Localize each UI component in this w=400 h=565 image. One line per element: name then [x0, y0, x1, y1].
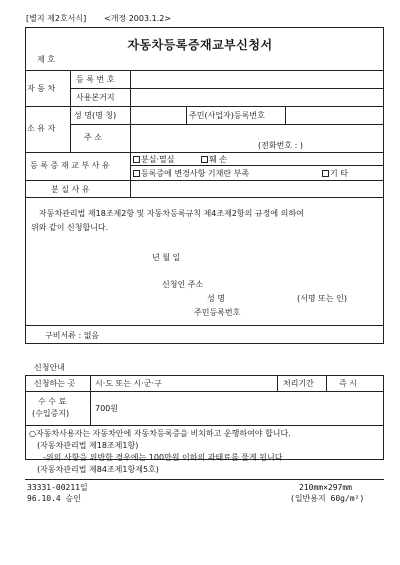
signature-note: (서명 또는 인) [297, 294, 347, 303]
checkbox-icon [133, 170, 140, 177]
checkbox-icon [322, 170, 329, 177]
fee-label-sub: (수입증지) [32, 409, 70, 418]
checkbox-icon [201, 156, 208, 163]
reissue-reason-label: 등 록 증 재 교 부 사 유 [30, 161, 110, 170]
registration-number-field[interactable] [134, 73, 380, 86]
guide-note-4: (자동차관리법 제84조제1항제5호) [37, 465, 159, 474]
statement-line-1: 자동차관리법 제18조제2항 및 자동차등록규칙 제4조제2항의 규정에 의하여 [39, 209, 304, 218]
guide-note-1: ○자동차사용자는 자동차안에 자동차등록증을 비치하고 운행하여야 합니다. [29, 429, 291, 438]
car-group-label: 자 동 차 [27, 84, 56, 93]
processing-period-value: 즉 시 [339, 379, 357, 388]
application-date: 년 월 일 [152, 253, 181, 262]
statement-line-2: 위와 같이 신청합니다. [31, 223, 109, 232]
paper-size: 210mm×297mm [299, 483, 352, 492]
applicant-address-label: 신청인 주소 [162, 280, 204, 289]
reason-option-no-space[interactable] [133, 169, 249, 179]
reason-option-damaged[interactable] [201, 155, 227, 165]
registration-number-label: 등 록 번 호 [76, 75, 115, 84]
form-title: 자동차등록증재교부신청서 [127, 38, 273, 52]
applicant-name-label: 성 명 [207, 294, 225, 303]
form-code: 33331-00211일 [27, 483, 88, 492]
reason-option-other[interactable] [322, 169, 348, 179]
approval-date: 96.10.4 승인 [27, 494, 81, 503]
owner-group-label: 소 유 자 [27, 124, 56, 133]
reason-option-other-label: 기 타 [330, 169, 348, 178]
reason-option-damaged-label: 훼 손 [209, 155, 227, 164]
owner-phone-label: (전화번호 : ) [258, 141, 303, 150]
owner-address-label: 주 소 [84, 133, 102, 142]
fee-value: 700원 [95, 404, 118, 413]
guide-note-3: -위의 사항을 위반한 경우에는 100만원 이하의 과태료를 물게 됩니다. [43, 453, 285, 462]
loss-reason-field[interactable] [134, 183, 380, 195]
owner-address-field[interactable] [134, 127, 380, 139]
owner-name-label: 성 명(명 칭) [74, 111, 117, 120]
reason-option-lost[interactable] [133, 155, 174, 165]
fee-label: 수 수 료 [38, 397, 67, 406]
guide-note-2: (자동차관리법 제18조제1항) [37, 441, 139, 450]
guide-title: 신청안내 [34, 363, 65, 372]
owner-id-label: 주민(사업자)등록번호 [189, 111, 265, 120]
loss-reason-label: 분 실 사 유 [51, 185, 90, 194]
base-location-label: 사용본거지 [76, 93, 115, 102]
reason-option-no-space-label: 등록증에 변경사항 기재란 부족 [141, 169, 250, 178]
reason-option-lost-label: 분실·멸실 [141, 155, 175, 164]
form-number: [별지 제2호서식] [26, 14, 87, 23]
paper-type: (일반용지 60g/m²) [290, 494, 365, 503]
checkbox-icon [133, 156, 140, 163]
owner-id-field[interactable] [288, 109, 381, 122]
apply-place-label: 신청하는 곳 [34, 379, 76, 388]
receipt-number-label: 제 호 [37, 55, 55, 64]
applicant-id-label: 주민등록번호 [194, 308, 241, 317]
processing-period-label: 처리기간 [283, 379, 314, 388]
required-documents: 구비서류 : 없음 [45, 331, 100, 340]
owner-name-field[interactable] [133, 109, 184, 122]
revision-note: <개정 2003.1.2> [104, 14, 172, 23]
apply-place-value: 시·도 또는 시·군·구 [95, 379, 162, 388]
base-location-field[interactable] [134, 91, 380, 104]
